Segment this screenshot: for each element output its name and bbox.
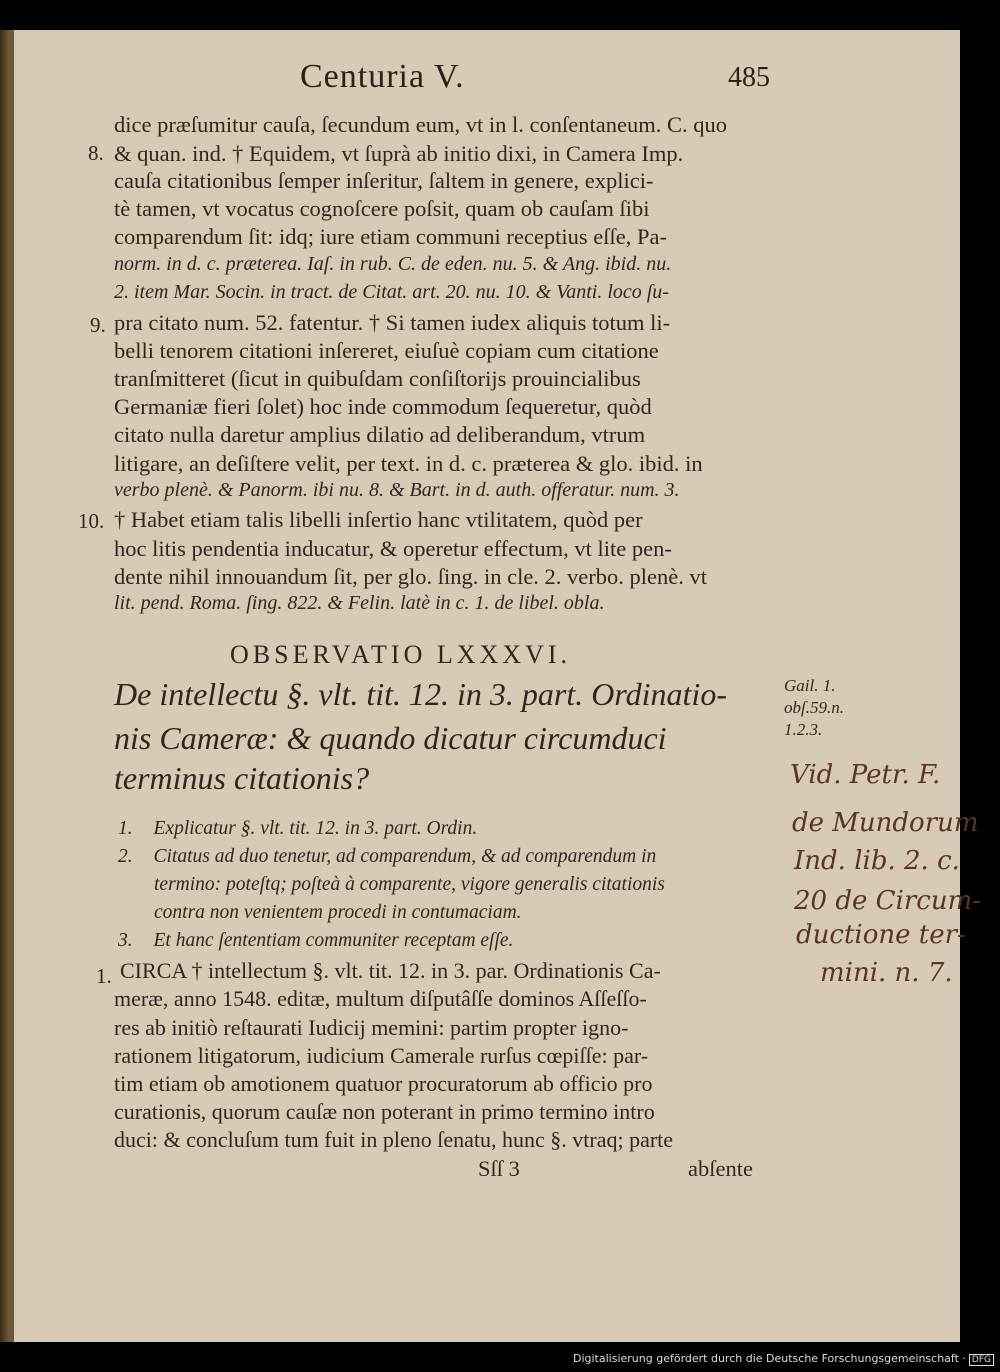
handwritten-note-line: Ind. lib. 2. c. — [794, 846, 960, 876]
summary-number: 3. — [118, 930, 133, 951]
summary-number: 2. — [118, 846, 133, 867]
body-line: 2. item Mar. Socin. in tract. de Citat. art. 20. nu. 10. & Vanti. loco ſu- — [114, 281, 669, 303]
body-line: hoc litis pendentia inducatur, & operetur effectum, vt lite pen- — [114, 536, 672, 561]
main-line: rationem litigatorum, iudicium Camerale rurſus cœpiſſe: par- — [114, 1043, 649, 1068]
margin-reference: obſ.59.n. — [784, 698, 844, 717]
margin-reference: 1.2.3. — [784, 720, 823, 739]
body-line: Germaniæ fieri ſolet) hoc inde commodum ſequeretur, quòd — [114, 394, 652, 419]
margin-number: 9. — [90, 313, 106, 337]
body-line: † Habet etiam talis libelli inſertio hanc vtilitatem, quòd per — [114, 507, 643, 532]
body-line: citato nulla daretur amplius dilatio ad deliberandum, vtrum — [114, 422, 646, 447]
body-line: tè tamen, vt vocatus cognoſcere poſsit, quam ob cauſam ſibi — [114, 196, 650, 221]
footer-text: Digitalisierung gefördert durch die Deutsche Forschungsgemeinschaft · — [572, 1352, 966, 1365]
section-title-line: nis Cameræ: & quando dicatur circumduci — [114, 720, 667, 756]
main-line: curationis, quorum cauſæ non poterant in primo termino intro — [114, 1099, 655, 1124]
margin-number: 8. — [88, 141, 104, 165]
body-line: dente nihil innouandum ſit, per glo. ſing. in cle. 2. verbo. plenè. vt — [114, 564, 708, 589]
summary-text: contra non venientem procedi in contumaciam. — [154, 902, 522, 923]
section-title-line: terminus citationis? — [114, 760, 370, 796]
handwritten-note-line: ductione ter- — [796, 920, 966, 950]
body-line: cauſa citationibus ſemper inſeritur, ſaltem in genere, explici- — [114, 168, 654, 193]
summary-text: Explicatur §. vlt. tit. 12. in 3. part. Ordin. — [153, 818, 478, 839]
body-line: dice præſumitur cauſa, ſecundum eum, vt in l. conſentaneum. C. quo — [114, 112, 727, 137]
catchword: abſente — [688, 1156, 753, 1181]
body-line: litigare, an deſiſtere velit, per text. in d. c. præterea & glo. ibid. in — [114, 451, 703, 476]
main-line: duci: & concluſum tum fuit in pleno ſenatu, hunc §. vtraq; parte — [114, 1127, 674, 1152]
signature-mark: Sſſ 3 — [478, 1156, 520, 1181]
page-number: 485 — [728, 62, 770, 93]
footer-credit — [573, 1352, 994, 1366]
handwritten-note-line: de Mundorum — [792, 808, 979, 838]
summary-text: termino: poteſtq; poſteà à comparente, vigore generalis citationis — [154, 874, 665, 895]
dfg-logo: DFG — [969, 1354, 994, 1366]
margin-number: 1. — [96, 964, 112, 988]
body-line: norm. in d. c. præterea. Iaſ. in rub. C. de eden. nu. 5. & Ang. ibid. nu. — [114, 253, 672, 275]
margin-number: 10. — [78, 509, 105, 533]
body-line: comparendum ſit: idq; iure etiam communi receptius eſſe, Pa- — [114, 224, 667, 249]
summary-item — [118, 930, 513, 952]
handwritten-note-line: mini. n. 7. — [820, 958, 953, 988]
main-line: tim etiam ob amotionem quatuor procuratorum ab officio pro — [114, 1071, 653, 1096]
body-line: verbo plenè. & Panorm. ibi nu. 8. & Bart. in d. auth. offeratur. num. 3. — [114, 479, 680, 501]
summary-text: Et hanc ſententiam communiter receptam eſſe. — [153, 930, 514, 951]
observatio-heading: OBSERVATIO LXXXVI. — [230, 640, 572, 669]
main-line: res ab initiò reſtaurati Iudicij memini: partim propter igno- — [114, 1015, 629, 1040]
main-line: CIRCA † intellectum §. vlt. tit. 12. in 3. par. Ordinationis Ca- — [120, 958, 661, 983]
running-title: Centuria V. — [300, 58, 465, 95]
summary-number: 1. — [118, 818, 133, 839]
handwritten-note-line: Vid. Petr. F. — [790, 760, 941, 790]
main-line: meræ, anno 1548. editæ, multum diſputâſſe dominos Aſſeſſo- — [114, 986, 647, 1011]
margin-reference: Gail. 1. — [784, 676, 836, 695]
body-line: & quan. ind. † Equidem, vt ſuprà ab initio dixi, in Camera Imp. — [114, 141, 684, 166]
body-line: lit. pend. Roma. ſing. 822. & Felin. latè in c. 1. de libel. obla. — [114, 592, 605, 614]
summary-item — [118, 846, 656, 868]
body-line: pra citato num. 52. fatentur. † Si tamen iudex aliquis totum li- — [114, 310, 671, 335]
summary-item — [118, 818, 477, 840]
handwritten-note-line: 20 de Circum- — [794, 886, 982, 916]
section-title-line: De intellectu §. vlt. tit. 12. in 3. part. Ordinatio- — [114, 676, 727, 712]
summary-text: Citatus ad duo tenetur, ad comparendum, & ad comparendum in — [153, 846, 657, 867]
body-line: belli tenorem citationi inſereret, eiuſuè copiam cum citatione — [114, 338, 659, 363]
body-line: tranſmitteret (ſicut in quibuſdam conſiſtorijs prouincialibus — [114, 366, 641, 391]
